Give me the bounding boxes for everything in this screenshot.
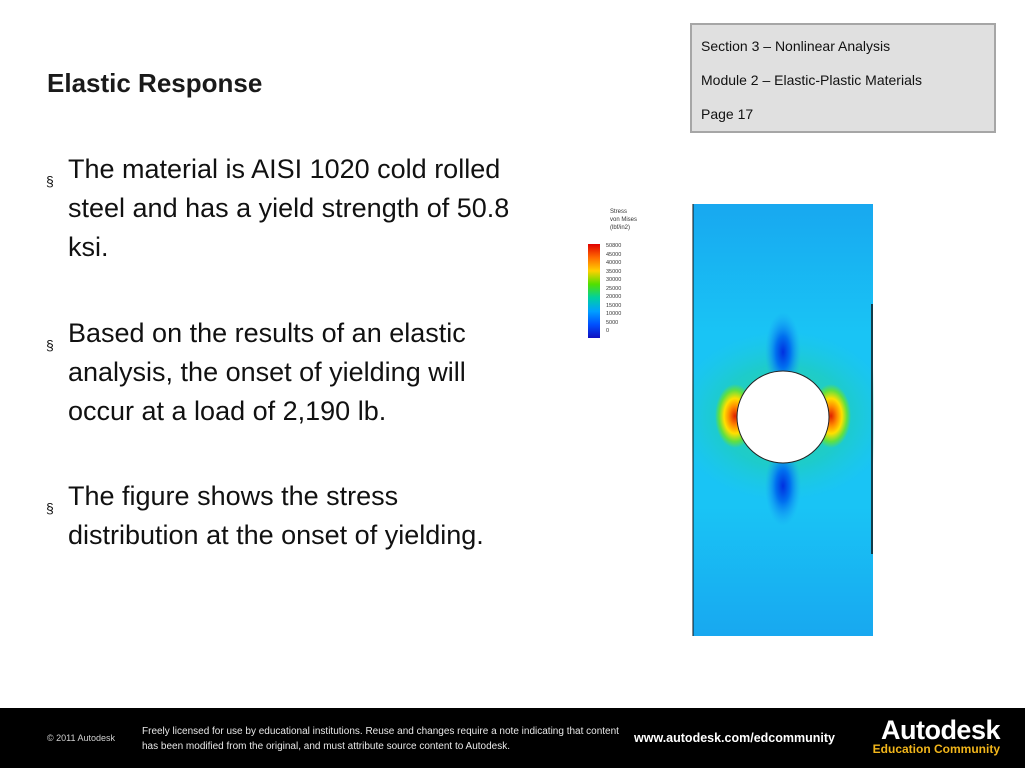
legend-tick: 0 — [606, 328, 610, 334]
legend-tick: 40000 — [606, 260, 622, 266]
legend-tick: 5000 — [606, 319, 619, 326]
stress-legend — [582, 206, 642, 341]
brand-name: Autodesk — [880, 715, 1000, 745]
bullet-item — [46, 150, 516, 267]
license-text: Freely licensed for use by educational institutions. Reuse and changes require a note indicating that content has been modified from the original, and must attribute source content to Autodesk. — [142, 726, 619, 752]
slide-title: Elastic Response — [47, 68, 263, 98]
legend-tick: 35000 — [606, 268, 622, 275]
legend-color-bar — [588, 244, 600, 338]
bullet-text: The material is AISI 1020 cold rolled steel and has a yield strength of 50.8 ksi. — [68, 154, 510, 262]
bullet-text: Based on the results of an elastic analysis, the onset of yielding will occur at a load of 2,190 lb. — [68, 318, 466, 426]
legend-title: Stress von Mises (lbf/in2) — [610, 209, 638, 231]
legend-tick: 15000 — [606, 302, 622, 309]
legend-tick: 50800 — [606, 243, 622, 249]
bullet-marker: § — [46, 173, 54, 189]
section-info-box — [690, 23, 996, 133]
legend-tick: 30000 — [606, 277, 622, 283]
module-label: Module 2 – Elastic-Plastic Materials — [701, 72, 922, 88]
brand-subtitle: Education Community — [872, 742, 1000, 756]
section-label: Section 3 – Nonlinear Analysis — [701, 38, 891, 54]
bullet-item — [46, 314, 516, 431]
legend-tick: 20000 — [606, 294, 622, 300]
hole — [737, 371, 829, 463]
copyright-text: © 2011 Autodesk — [47, 733, 116, 743]
autodesk-logo — [870, 715, 1000, 756]
bullet-item — [46, 477, 516, 555]
legend-tick: 10000 — [606, 311, 622, 317]
legend-tick: 45000 — [606, 251, 622, 258]
legend-tick: 25000 — [606, 285, 622, 292]
edcommunity-link[interactable]: www.autodesk.com/edcommunity — [634, 731, 835, 745]
bullet-marker: § — [46, 337, 54, 353]
bullet-marker: § — [46, 500, 54, 516]
page-number: Page 17 — [701, 106, 754, 122]
legend-tick-labels — [606, 242, 621, 336]
bullet-text: The figure shows the stress distribution at the onset of yielding. — [68, 481, 484, 550]
stress-contour-plot — [692, 204, 874, 636]
